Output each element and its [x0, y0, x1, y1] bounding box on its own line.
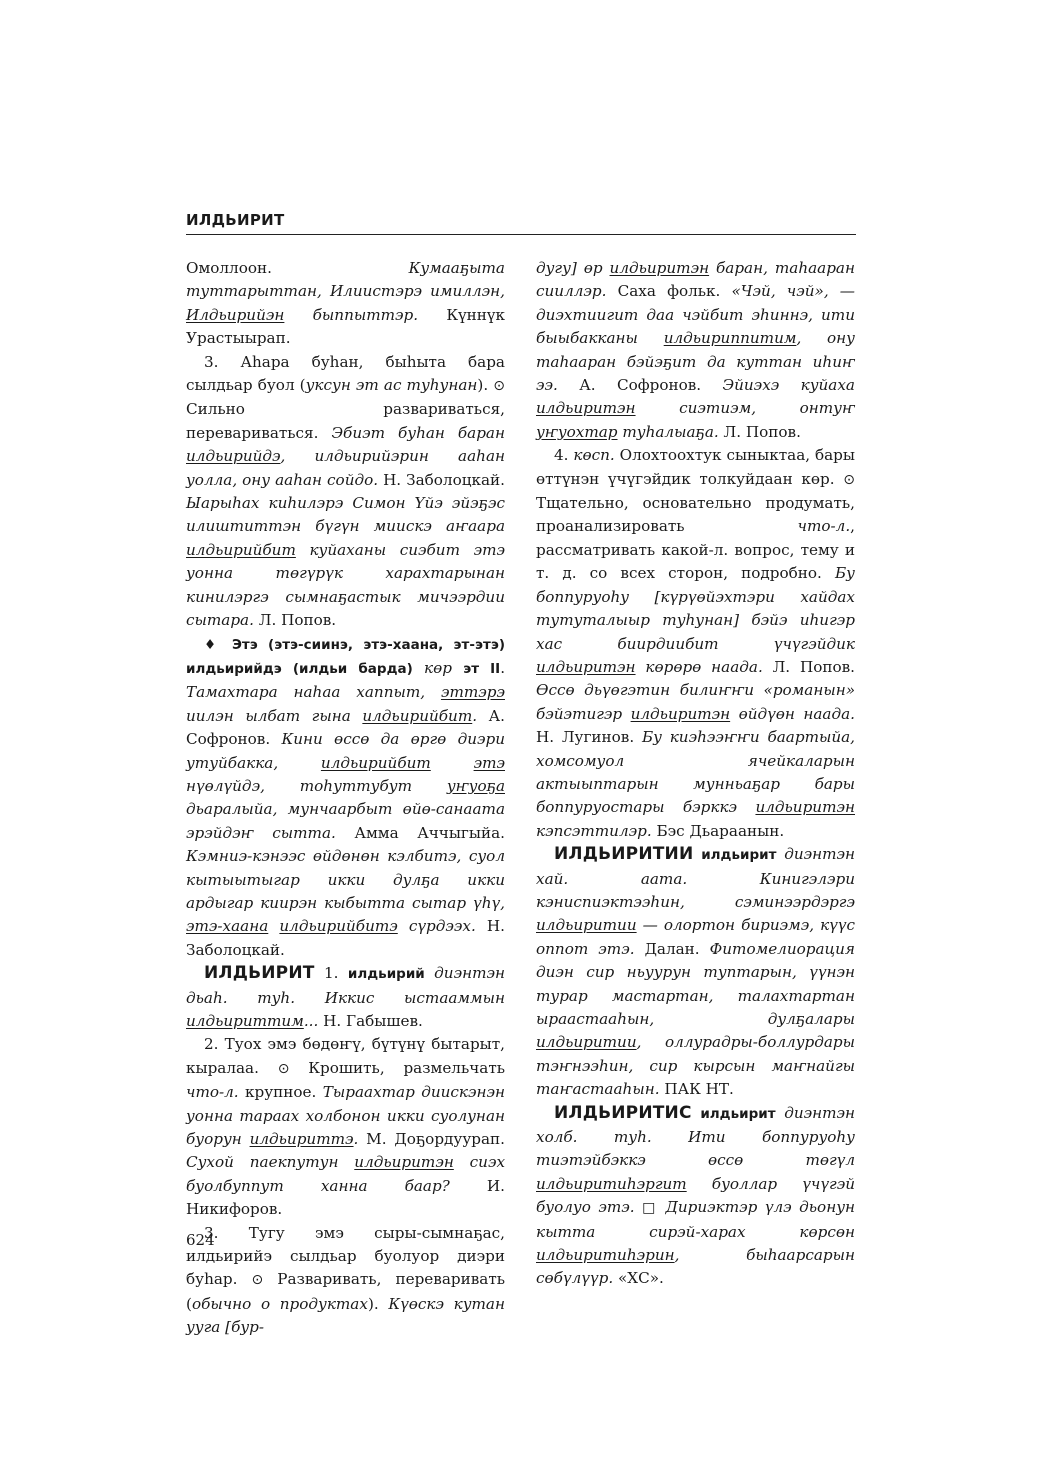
page-number: 624	[186, 1231, 215, 1249]
entry-paragraph: ♦ Этэ (этэ-сиинэ, этэ-хаана, эт-этэ) илдьирийдэ (илдьи барда) көр эт II. Тамахтара наһаа хаппыт, эттэрэ иилэн ылбат гына илдьирийбит. А. Софронов. Кини өссө да өргө диэри утуйбакка, илдьирийбит этэ нүөлүйдэ, тоһуттубут уҥуоҕа дьаралыйа, мунчаарбыт өйө-санаата эрэйдэҥ сытта. Амма Аччыгыйа. Кэмниэ-кэнээс өйдөнөн кэлбитэ, суол кытыытыгар икки дулҕа икки ардыгар киирэн кыбытта сытар үһү, этэ-хаана илдьирийбитэ сүрдээх. Н. Заболоцкай.	[186, 636, 506, 959]
entry-paragraph: Омоллоон. Кумааҕыта туттарыттан, Илиистэрэ имиллэн, Илдьирийэн быппыттэр. Күннүк Урастыырап.	[186, 259, 505, 348]
entry-paragraph: 3. Тугу эмэ сыры-сымнаҕас, илдьирийэ сылдьар буолуор диэри буһар. ⊙ Разваривать, переваривать (обычно о продуктах). Күөскэ кутан ууга [бур-	[186, 1223, 505, 1337]
header-rule	[186, 234, 856, 235]
entry-paragraph: ИЛДЬИРИТ 1. илдьирий диэнтэн дьаһ. туһ. Иккис ыстааммын илдьириттим... Н. Габышев.	[186, 963, 505, 1030]
entry-paragraph: дугу] өр илдьиритэн баран, таһааран сииллэр. Саха фольк. «Чэй, чэй», — диэхтиигит даа чэйбит эһиннэ, ити быыбакканы илдьириппитим, ону таһааран бэйэҕит да куттан иһиҥ ээ. А. Софронов. Эйиэхэ куйаха илдьиритэн сиэтиэм, онтуҥ уҥуохтар туһалыаҕа. Л. Попов.	[536, 259, 855, 441]
running-head: ИЛДЬИРИТ	[186, 211, 285, 229]
entry-paragraph: 3. Аһара буһан, быһыта бара сылдьар буол (уксун эт ас туһунан). ⊙ Сильно развариваться, перевариваться. Эбиэт буһан баран илдьирийдэ, илдьирийэрин ааһан уолла, ону ааһан сойдо. Н. Заболоцкай. Ыарыһах киһилэрэ Симон Үйэ эйэҕэс илиштиттэн бүгүн миискэ аҥаара илдьирийбит куйаханы сиэбит этэ уонна төгүрүк харахтарынан кинилэргэ сымнаҕастык мичээрдии сытара. Л. Попов.	[186, 352, 505, 630]
right-column	[536, 257, 855, 1291]
entry-paragraph: 2. Туох эмэ бөдөҥү, бүтүнү бытарыт, кыралаа. ⊙ Крошить, размельчать что-л. крупное. Тыраахтар диискэнэн уонна тараах холбонон икки суолунан буорун илдьириттэ. М. Доҕордуурап. Сухой паекпутун илдьиритэн сиэх буолбуппут ханна баар? И. Никифоров.	[186, 1035, 506, 1219]
left-column	[186, 257, 505, 1340]
entry-paragraph: 4. көсп. Олохтоохтук сыныктаа, бары өттүнэн үчүгэйдик толкуйдаан көр. ⊙ Тщательно, основательно продумать, проанализировать что-л., рассматривать какой-л. вопрос, тему и т. д. со всех сторон, подробно. Бу боппуруоһу [күрүөйэхтэри хайдах тутуталыыр туһунан] бэйэ иһигэр хас биирдиибит үчүгэйдик илдьиритэн көрөрө наада. Л. Попов. Өссө дьүөгэтин билиҥҥи «романын» бэйэтигэр илдьиритэн өйдүөн наада. Н. Лугинов. Бу киэһээҥҥи баартыйа, хомсомуол ячейкаларын актыыптарын мунньаҕар бары боппуруостары бэрккэ илдьиритэн кэпсэттилэр. Бэс Дьараанын.	[536, 446, 855, 840]
entry-paragraph: ИЛДЬИРИТИС илдьирит диэнтэн холб. туһ. Ити боппуруоһу тиэтэйбэккэ өссө төгүл илдьиритиһэргит буоллар үчүгэй буолуо этэ. □ Дириэктэр үлэ дьонун кытта сирэй-харах көрсөн илдьиритиһэрин, быһаарсарын сөбүлүүр. «ХС».	[536, 1102, 856, 1288]
entry-paragraph: ИЛДЬИРИТИИ илдьирит диэнтэн хай. аата. Кинигэлэри кэниспиэктээһин, сэминээрдэргэ илдьиритии — олортон бириэмэ, күүс оппот этэ. Далан. Фитомелиорация диэн сир ньуурун туптарын, үүнэн турар мастартан, талахтартан ыраастааһын, дулҕалары илдьиритии, оллурадры-боллурдары тэҥнээһин, сир кырсын маҥнайгы таҥастааһын. ПАК НТ.	[536, 844, 856, 1099]
